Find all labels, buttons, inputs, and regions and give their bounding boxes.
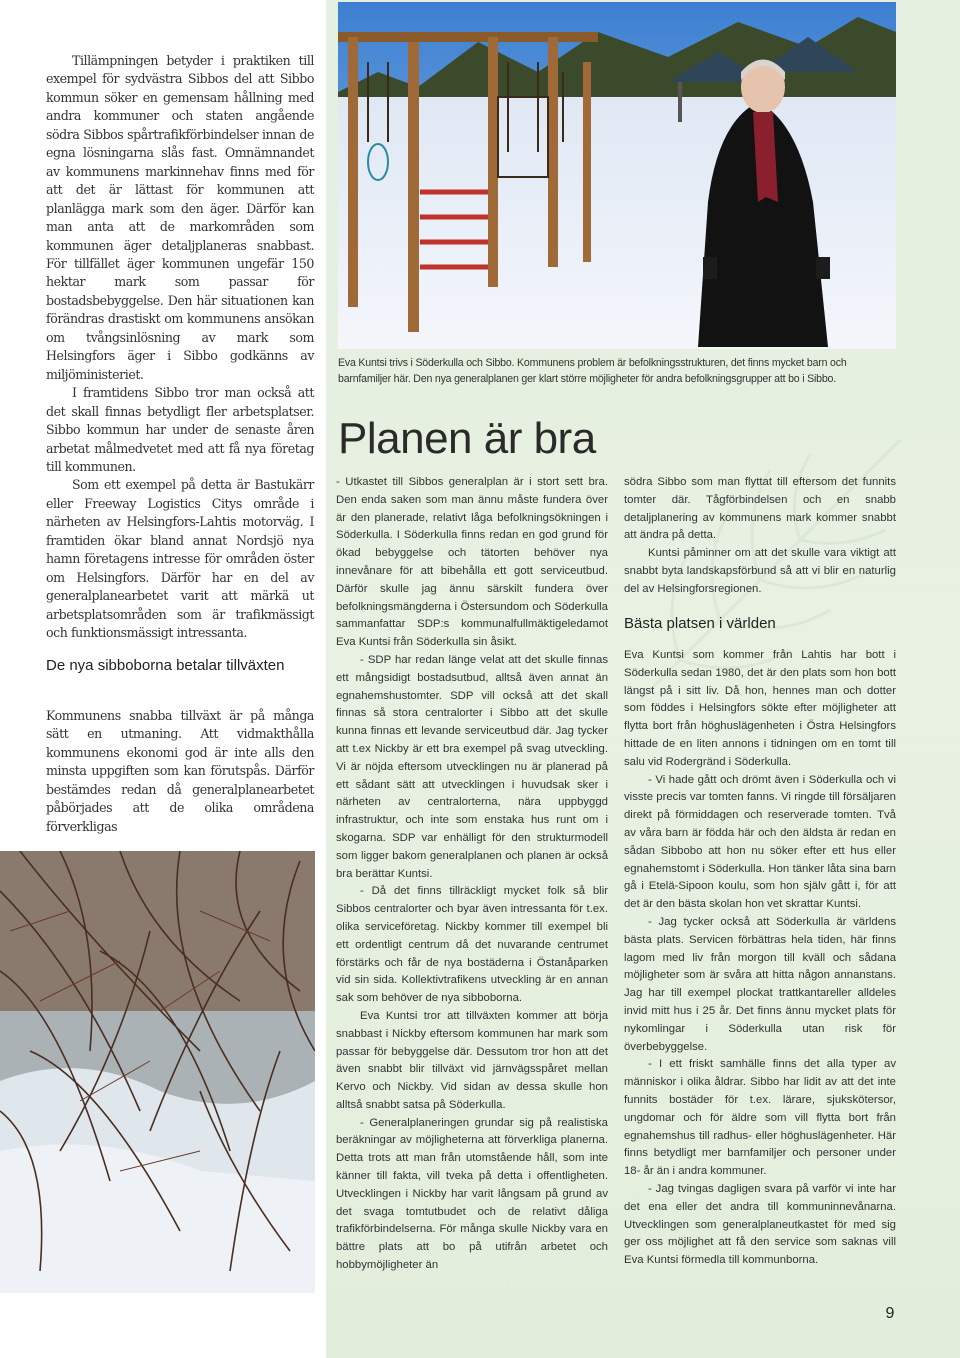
body-paragraph: - Utkastet till Sibbos generalplan är i stort sett bra. Den enda saken som man ännu måste fundera över är den planerade, relativt låga befolkningsökningen i Söderkulla. I Söderkulla finns redan en god grund för ökad bebyggelse och tätorten behöver nya innevånare för att bibehålla ett gott serviceutbud. Därför skulle jag ännu särskilt fundera över befolkningsmängderna i Östersundom och Söderkulla sammanfattar SDP:s kommunalfullmäktigeledamot Eva Kuntsi från Söderkulla sin åsikt. xyxy=(336,476,608,649)
article-column-right-top xyxy=(624,474,896,599)
photo-caption: Eva Kuntsi trivs i Söderkulla och Sibbo. Kommunens problem är befolkningsstrukturen, det finns mycket barn och barnfamiljer här. Den nya generalplanen ger klart större möjligheter för andra befolkningsgrupper att bo i Sibbo. xyxy=(338,357,847,385)
branches-snow-photo xyxy=(0,851,315,1293)
article-column-right-bottom xyxy=(624,647,896,1270)
playground-photo xyxy=(338,2,896,349)
body-paragraph: - SDP har redan länge velat att det skulle finnas ett mångsidigt bostadsutbud, alltså även annat än egnahemshustomter. SDP vill också att det skall finnas så stora centralorter i Sibbo att det skulle kunna finnas ett levande serviceutbud där. Jag tycker att t.ex Nickby är ett bra exempel på svag utveckling. Vi är nöjda eftersom utvecklingen nu är planerad på ett sådant sätt att utvecklingen i huvudsak sker i närheten av centralorterna, nära uppbyggd infrastruktur, och inte som enstaka hus runt om i skogarna. SDP var enhälligt för den strukturmodell som ligger bakom generalplanen och planen är också bra berättar Kuntsi. xyxy=(336,653,608,880)
article-subheading: Bästa platsen i världen xyxy=(624,615,776,632)
article-column-middle xyxy=(336,474,608,1275)
body-paragraph: - I ett friskt samhälle finns det alla typer av människor i olika åldrar. Sibbo har lidit av att det inte funnits bostäder för t.ex. lärare, sjukskötersor, ungdomar och för äldre som vill flytta bort från egnahemshus till radhus- eller höghuslägenheter. Här finns betydligt mer barnfamiljer och personer under 18- år än i andra kommuner. xyxy=(624,1058,896,1178)
left-column-top xyxy=(46,52,314,643)
page-number: 9 xyxy=(885,1305,895,1322)
body-paragraph: Eva Kuntsi som kommer från Lahtis har bott i Söderkulla sedan 1980, det är den plats som hon bott längst på i sitt liv. Då hon, hennes man och dotter som föddes i Helsingfors sökte efter möjligheter att flytta bort från höghuslägenheten i Östra Helsingfors hittade de en liten annons i tidningen om en tomt till salu vid Rodergränd i Söderkulla. xyxy=(624,649,896,768)
body-paragraph: - Jag tycker också att Söderkulla är världens bästa plats. Servicen förbättras hela tiden, här finns lagom med liv från morgon till kväll och sådana möjligheter som är svåra att hitta någon annanstans. Jag har till exempel plockat trattkantareller alldeles invid mitt hus i 25 år. Det finns ännu mycket plats för nykomlingar i Söderkulla utan risk för överbebyggelse. xyxy=(624,915,896,1053)
article-title: Planen är bra xyxy=(338,414,596,463)
body-paragraph: Eva Kuntsi tror att tillväxten kommer att börja snabbast i Nickby eftersom kommunen har mark som passar för bebyggelse där. Dessutom tror hon att det även snabbt blir tillväxt vid järnvägsspåret mellan Kervo och Nickby. Vid sidan av dessa skulle hon alltså snabbt satsa på Söderkulla. xyxy=(336,1009,608,1111)
body-paragraph: Kuntsi påminner om att det skulle vara viktigt att snabbt byta landskapsförbund så att vi blir en naturlig del av Helsingforsregionen. xyxy=(624,547,896,595)
body-paragraph: - Då det finns tillräckligt mycket folk så blir Sibbos centralorter och byar även intressanta för t.ex. olika serviceföretag. Nickby kommer till exempel bli ett ordentligt centrum då det nuvarande centrumet förstärks och får de nya bostäderna i Östanåparken vid sin sida. Kollektivtrafikens utveckling är en annan sak som behöver de nya sibboborna. xyxy=(336,885,608,1005)
body-paragraph: I framtidens Sibbo tror man också att det skall finnas betydligt fler arbetsplatser. Sibbo kommun har under de senaste åren arbetat målmedvetet med att få nya företag till kommunen. xyxy=(46,385,314,474)
body-paragraph: Tillämpningen betyder i praktiken till exempel för sydvästra Sibbos del att Sibbo kommun söker en gemensam hållning med andra kommuner och staten angående södra Sibbos spårtrafikförbindelser innan de egna lösningarna slås fast. Omnämnandet av kommunens markinnehav finns med för att det är lättast för kommunen att planlägga mark som den äger. Därför kan man anta att de markområden som kommunen äger detaljplaneras snabbast. För tillfället äger kommunen ungefär 150 hektar mark som passar för bostadsbebyggelse. Den här situationen kan förändras drastiskt om kommunens ansökan om tvångsinlösning av mark som Helsingfors äger i Sibbo godkänns av miljöministeriet. xyxy=(46,53,314,382)
body-paragraph: Som ett exempel på detta är Bastukärr eller Freeway Logistics Citys område i närheten av Helsingfors-Lahtis motorväg. I framtiden ökar bland annat Nordsjö nya hamn företagens intresse för områden öster om Helsingfors. Därför har en del av generalplanearbetet varit att märkä ut arbetsplatsområden som är trafikmässigt och funktionsmässigt intressanta. xyxy=(46,477,314,641)
body-paragraph: - Vi hade gått och drömt även i Söderkulla och vi visste precis var tomten fanns. Vi ringde till försäljaren direkt på förmiddagen och reserverade tomten. Två av våra barn är födda här och den äldsta är redan en sådan Sibbobo att hon nu söker efter ett hus eller egnahemstomt i Söderkulla. Hon tänker låta sina barn gå i Etelä-Sipoon koulu, som hon själv gått i, för att det är den bästa skolan hon vet skrattar Kuntsi. xyxy=(624,773,896,911)
body-paragraph: - Jag tvingas dagligen svara på varför vi inte har det ena eller det andra till kommuninnevånarna. Utvecklingen som generalplaneutkastet för med sig ger oss möjlighet att få den service som saknas vill Eva Kuntsi förmedla till kommunborna. xyxy=(624,1182,896,1267)
body-paragraph: - Generalplaneringen grundar sig på realistiska beräkningar av möjligheterna att förverkliga planerna. Detta trots att man från utomstående håll, som inte känner till fakta, vill tveka på detta i offentligheten. Utvecklingen i Nickby har varit långsam på grund av det svaga tomtutbudet och de relativt dåliga trafikförbindelserna. För många skulle Nickby vara en bättre plats att bo på utifrån arbetet och hobbymöjligheter än xyxy=(336,1116,608,1272)
body-paragraph: södra Sibbo som man flyttat till eftersom det funnits tomter där. Tågförbindelsen och en snabb detaljplanering av kommunens mark kommer snabbt att ändra på detta. xyxy=(624,476,896,542)
left-column-bottom xyxy=(46,707,314,836)
left-subheading: De nya sibboborna betalar tillväxten xyxy=(46,657,285,674)
body-paragraph: Kommunens snabba tillväxt är på många sätt en utmaning. Att vidmakthålla kommunens ekonomi god är inte alls den minsta uppgiften som kan förutspås. Därför bestämdes redan då generalplanearbetet påbörjades att de olika områdena förverkligas xyxy=(46,708,314,834)
